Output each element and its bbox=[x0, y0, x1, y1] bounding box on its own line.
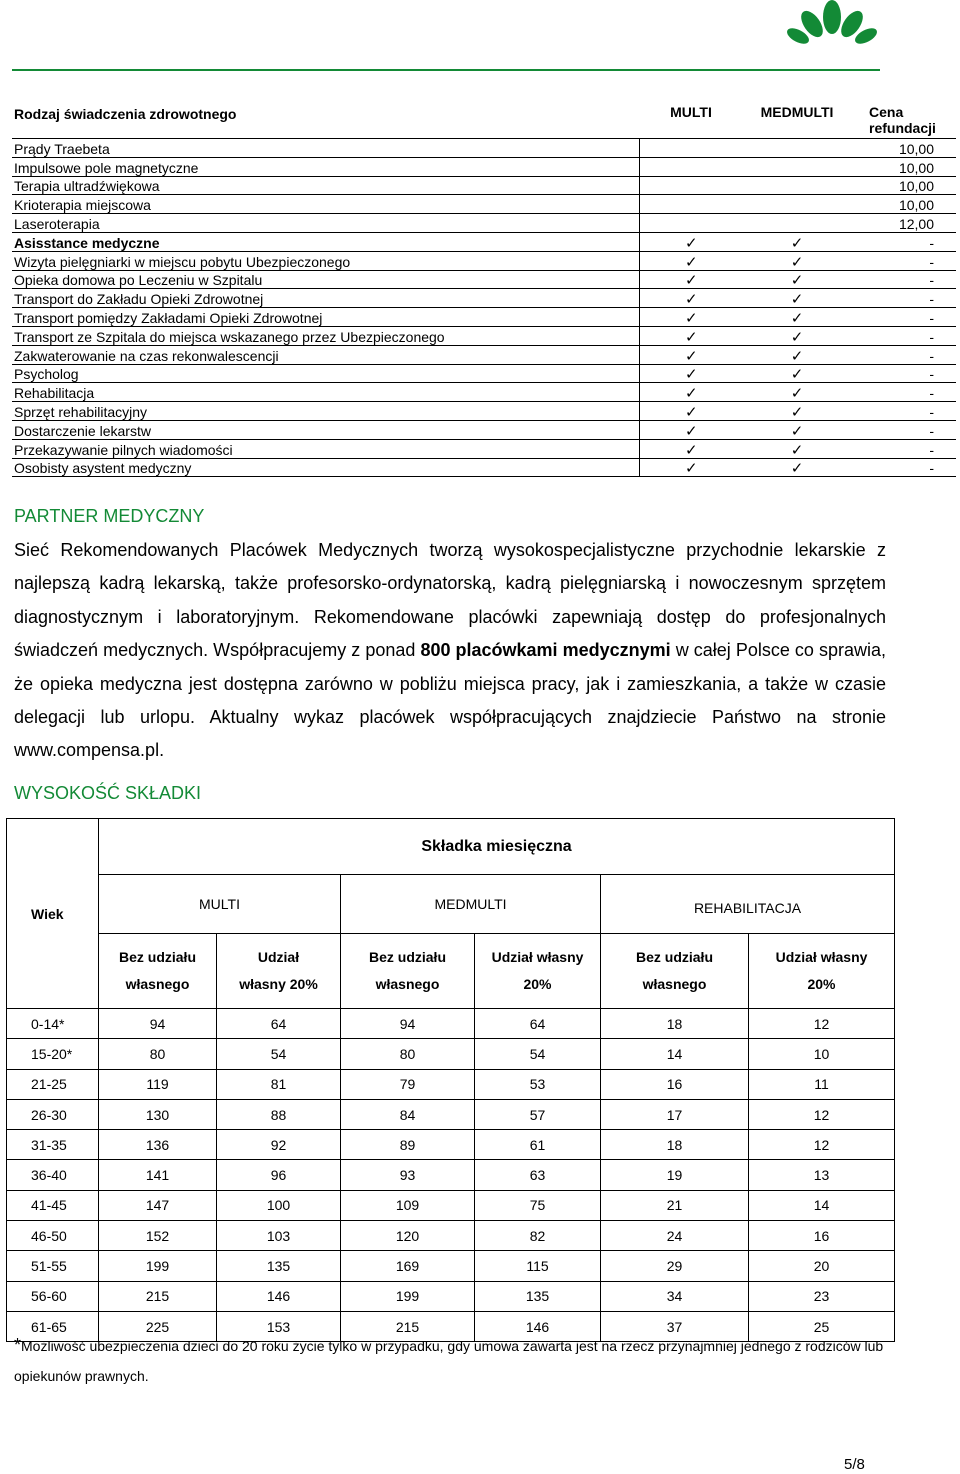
age-range: 51-55 bbox=[7, 1251, 99, 1281]
benefit-medmulti: ✓ bbox=[741, 232, 851, 251]
benefit-name: Transport pomiędzy Zakładami Opieki Zdrowotnej bbox=[12, 308, 639, 327]
premium-value: 82 bbox=[475, 1221, 601, 1251]
premium-value: 141 bbox=[99, 1160, 217, 1190]
premium-value: 199 bbox=[99, 1251, 217, 1281]
benefit-multi bbox=[639, 139, 741, 158]
premium-value: 53 bbox=[475, 1069, 601, 1099]
premium-row bbox=[7, 1069, 895, 1099]
benefit-multi: ✓ bbox=[639, 458, 741, 477]
benefit-price: 10,00 bbox=[851, 195, 956, 214]
premium-value: 25 bbox=[749, 1311, 895, 1341]
premium-value: 10 bbox=[749, 1039, 895, 1069]
premium-subheader-line: Udział własny bbox=[775, 949, 868, 965]
benefit-medmulti: ✓ bbox=[741, 420, 851, 439]
premium-value: 16 bbox=[749, 1221, 895, 1251]
premium-subheader-line: Bez udziału bbox=[368, 949, 446, 965]
premium-value: 23 bbox=[749, 1281, 895, 1311]
premium-value: 136 bbox=[99, 1130, 217, 1160]
benefit-name: Transport ze Szpitala do miejsca wskazanego przez Ubezpieczonego bbox=[12, 326, 639, 345]
benefit-row bbox=[12, 458, 956, 477]
partner-text-bold: 800 placówkami medycznymi bbox=[420, 640, 671, 661]
premium-value: 20 bbox=[749, 1251, 895, 1281]
benefit-row bbox=[12, 383, 956, 402]
benefit-multi bbox=[639, 157, 741, 176]
benefit-price: - bbox=[851, 232, 956, 251]
benefit-multi: ✓ bbox=[639, 439, 741, 458]
benefit-row bbox=[12, 232, 956, 251]
benefit-name: Terapia ultradźwiękowa bbox=[12, 176, 639, 195]
premium-table bbox=[6, 818, 895, 1342]
benefit-medmulti bbox=[741, 157, 851, 176]
premium-value: 84 bbox=[341, 1099, 475, 1129]
premium-value: 103 bbox=[217, 1221, 341, 1251]
benefit-multi: ✓ bbox=[639, 270, 741, 289]
premium-subheader-line: Bez udziału bbox=[118, 949, 196, 965]
benefit-price: 10,00 bbox=[851, 176, 956, 195]
age-range: 41-45 bbox=[7, 1190, 99, 1220]
premium-value: 96 bbox=[217, 1160, 341, 1190]
benefit-multi: ✓ bbox=[639, 308, 741, 327]
benefit-row bbox=[12, 214, 956, 233]
premium-subheader bbox=[217, 934, 341, 1009]
premium-value: 88 bbox=[217, 1099, 341, 1129]
premium-value: 64 bbox=[475, 1009, 601, 1039]
benefit-price: - bbox=[851, 326, 956, 345]
benefit-medmulti: ✓ bbox=[741, 364, 851, 383]
premium-value: 54 bbox=[475, 1039, 601, 1069]
benefits-header-row bbox=[12, 88, 956, 139]
premium-heading: WYSOKOŚĆ SKŁADKI bbox=[14, 783, 202, 803]
benefit-name: Krioterapia miejscowa bbox=[12, 195, 639, 214]
header-rule bbox=[12, 69, 880, 71]
benefit-price: - bbox=[851, 402, 956, 421]
premium-value: 146 bbox=[217, 1281, 341, 1311]
premium-value: 12 bbox=[749, 1009, 895, 1039]
leaf-logo-icon bbox=[782, 0, 882, 50]
premium-value: 80 bbox=[341, 1039, 475, 1069]
benefit-medmulti: ✓ bbox=[741, 289, 851, 308]
premium-value: 18 bbox=[601, 1130, 749, 1160]
partner-text-before: Sieć Rekomendowanych Placówek Medycznych tworzą wysokospecjalistyczne przychodnie lekarskie z najlepszą kadrą lekarską, także profesorsko-ordynatorską, kadrą pielęgniarską i nowoczesnym sprzętem diagnostycznym i laboratoryjnym. Rekomendowane placówki zapewniają dostęp do profesjonalnych świadczeń medycznych. Współpracujemy z ponad bbox=[14, 540, 886, 661]
col-header-medmulti: MEDMULTI bbox=[741, 88, 851, 139]
benefit-row bbox=[12, 308, 956, 327]
premium-value: 13 bbox=[749, 1160, 895, 1190]
premium-value: 80 bbox=[99, 1039, 217, 1069]
premium-value: 63 bbox=[475, 1160, 601, 1190]
benefit-name: Zakwaterowanie na czas rekonwalescencji bbox=[12, 345, 639, 364]
premium-subheader bbox=[749, 934, 895, 1009]
premium-row bbox=[7, 1251, 895, 1281]
premium-value: 21 bbox=[601, 1190, 749, 1220]
age-range: 0-14* bbox=[7, 1009, 99, 1039]
benefit-medmulti: ✓ bbox=[741, 308, 851, 327]
plan-rehab-header: REHABILITACJA bbox=[601, 875, 895, 934]
premium-subheader-line: własnego bbox=[375, 976, 440, 992]
benefit-name: Transport do Zakładu Opieki Zdrowotnej bbox=[12, 289, 639, 308]
benefit-price: 10,00 bbox=[851, 157, 956, 176]
benefit-medmulti bbox=[741, 176, 851, 195]
premium-value: 81 bbox=[217, 1069, 341, 1099]
benefit-row bbox=[12, 195, 956, 214]
benefit-row bbox=[12, 364, 956, 383]
benefit-name: Osobisty asystent medyczny bbox=[12, 458, 639, 477]
benefit-price: - bbox=[851, 458, 956, 477]
premium-value: 61 bbox=[475, 1130, 601, 1160]
benefit-row bbox=[12, 176, 956, 195]
benefit-medmulti: ✓ bbox=[741, 251, 851, 270]
premium-subheader-line: 20% bbox=[807, 976, 836, 992]
footnote-text: Możliwość ubezpieczenia dzieci do 20 roku życie tylko w przypadku, gdy umowa zawarta jest na rzecz przynajmniej jednego z rodziców lub opiekunów prawnych. bbox=[14, 1338, 884, 1384]
premium-subheader bbox=[601, 934, 749, 1009]
benefit-name: Wizyta pielęgniarki w miejscu pobytu Ubezpieczonego bbox=[12, 251, 639, 270]
premium-value: 11 bbox=[749, 1069, 895, 1099]
plan-multi-header: MULTI bbox=[99, 875, 341, 934]
premium-row bbox=[7, 1099, 895, 1129]
benefit-row bbox=[12, 326, 956, 345]
footnote-star: * bbox=[14, 1335, 22, 1355]
premium-title: Składka miesięczna bbox=[99, 819, 895, 875]
benefit-multi: ✓ bbox=[639, 345, 741, 364]
benefit-multi: ✓ bbox=[639, 326, 741, 345]
premium-subheader-line: własny 20% bbox=[239, 976, 318, 992]
premium-value: 92 bbox=[217, 1130, 341, 1160]
benefit-price: 10,00 bbox=[851, 139, 956, 158]
premium-value: 109 bbox=[341, 1190, 475, 1220]
benefit-multi: ✓ bbox=[639, 383, 741, 402]
premium-value: 120 bbox=[341, 1221, 475, 1251]
premium-value: 57 bbox=[475, 1099, 601, 1129]
benefit-price: - bbox=[851, 345, 956, 364]
premium-value: 18 bbox=[601, 1009, 749, 1039]
premium-subheader bbox=[99, 934, 217, 1009]
premium-value: 37 bbox=[601, 1311, 749, 1341]
premium-value: 94 bbox=[99, 1009, 217, 1039]
premium-value: 153 bbox=[217, 1311, 341, 1341]
benefit-row bbox=[12, 289, 956, 308]
benefit-row bbox=[12, 251, 956, 270]
benefit-medmulti: ✓ bbox=[741, 383, 851, 402]
premium-subheader bbox=[475, 934, 601, 1009]
premium-value: 12 bbox=[749, 1130, 895, 1160]
benefit-row bbox=[12, 402, 956, 421]
age-range: 56-60 bbox=[7, 1281, 99, 1311]
premium-value: 19 bbox=[601, 1160, 749, 1190]
benefit-multi: ✓ bbox=[639, 232, 741, 251]
age-range: 36-40 bbox=[7, 1160, 99, 1190]
benefit-name: Opieka domowa po Leczeniu w Szpitalu bbox=[12, 270, 639, 289]
benefit-name: Przekazywanie pilnych wiadomości bbox=[12, 439, 639, 458]
benefit-multi: ✓ bbox=[639, 289, 741, 308]
premium-value: 147 bbox=[99, 1190, 217, 1220]
benefit-medmulti: ✓ bbox=[741, 326, 851, 345]
premium-value: 115 bbox=[475, 1251, 601, 1281]
premium-subheader bbox=[341, 934, 475, 1009]
premium-value: 215 bbox=[99, 1281, 217, 1311]
benefit-name: Impulsowe pole magnetyczne bbox=[12, 157, 639, 176]
benefit-price: 12,00 bbox=[851, 214, 956, 233]
premium-row bbox=[7, 1221, 895, 1251]
premium-value: 54 bbox=[217, 1039, 341, 1069]
premium-subheader-line: Udział bbox=[257, 949, 300, 965]
age-range: 21-25 bbox=[7, 1069, 99, 1099]
premium-value: 79 bbox=[341, 1069, 475, 1099]
benefit-name: Rehabilitacja bbox=[12, 383, 639, 402]
premium-value: 17 bbox=[601, 1099, 749, 1129]
premium-value: 146 bbox=[475, 1311, 601, 1341]
benefit-price: - bbox=[851, 420, 956, 439]
premium-value: 169 bbox=[341, 1251, 475, 1281]
premium-value: 12 bbox=[749, 1099, 895, 1129]
premium-row bbox=[7, 1009, 895, 1039]
plan-medmulti-header: MEDMULTI bbox=[341, 875, 601, 934]
benefit-multi: ✓ bbox=[639, 251, 741, 270]
premium-value: 94 bbox=[341, 1009, 475, 1039]
premium-value: 119 bbox=[99, 1069, 217, 1099]
age-range: 26-30 bbox=[7, 1099, 99, 1129]
benefit-name: Prądy Traebeta bbox=[12, 139, 639, 158]
benefit-multi bbox=[639, 176, 741, 195]
premium-value: 225 bbox=[99, 1311, 217, 1341]
benefit-medmulti bbox=[741, 214, 851, 233]
benefit-name: Sprzęt rehabilitacyjny bbox=[12, 402, 639, 421]
col-header-multi: MULTI bbox=[639, 88, 741, 139]
premium-subheader-line: własnego bbox=[642, 976, 707, 992]
footnote bbox=[14, 1330, 894, 1391]
premium-row bbox=[7, 1281, 895, 1311]
premium-row bbox=[7, 1190, 895, 1220]
premium-row bbox=[7, 1130, 895, 1160]
premium-value: 100 bbox=[217, 1190, 341, 1220]
age-range: 31-35 bbox=[7, 1130, 99, 1160]
premium-value: 29 bbox=[601, 1251, 749, 1281]
premium-subheader-line: 20% bbox=[523, 976, 552, 992]
benefit-medmulti: ✓ bbox=[741, 345, 851, 364]
premium-value: 135 bbox=[217, 1251, 341, 1281]
benefits-table bbox=[12, 88, 956, 477]
benefit-row bbox=[12, 139, 956, 158]
premium-value: 16 bbox=[601, 1069, 749, 1099]
premium-value: 75 bbox=[475, 1190, 601, 1220]
benefit-price: - bbox=[851, 289, 956, 308]
benefit-row bbox=[12, 157, 956, 176]
benefit-row bbox=[12, 439, 956, 458]
benefit-medmulti bbox=[741, 139, 851, 158]
benefit-multi bbox=[639, 214, 741, 233]
benefit-price: - bbox=[851, 383, 956, 402]
age-header: Wiek bbox=[7, 819, 99, 1009]
benefit-multi: ✓ bbox=[639, 402, 741, 421]
partner-text-after: w całej Polsce co sprawia, że opieka medyczna jest dostępna zarówno w pobliżu miejsca pracy, jak i zamieszkania, a także w czasie delegacji lub urlopu. Aktualny wykaz placówek współpracujących znajdziecie Państwo na stronie www.compensa.pl. bbox=[14, 640, 886, 761]
premium-value: 130 bbox=[99, 1099, 217, 1129]
premium-value: 215 bbox=[341, 1311, 475, 1341]
partner-paragraph bbox=[14, 534, 886, 768]
premium-row bbox=[7, 1160, 895, 1190]
benefit-price: - bbox=[851, 308, 956, 327]
benefit-medmulti: ✓ bbox=[741, 402, 851, 421]
premium-value: 24 bbox=[601, 1221, 749, 1251]
premium-value: 135 bbox=[475, 1281, 601, 1311]
premium-subheader-line: Bez udziału bbox=[635, 949, 713, 965]
premium-value: 64 bbox=[217, 1009, 341, 1039]
benefit-name: Dostarczenie lekarstw bbox=[12, 420, 639, 439]
benefit-name: Laseroterapia bbox=[12, 214, 639, 233]
col-header-price: Cena refundacji bbox=[851, 88, 956, 139]
benefit-multi: ✓ bbox=[639, 420, 741, 439]
benefit-medmulti bbox=[741, 195, 851, 214]
col-header-service: Rodzaj świadczenia zdrowotnego bbox=[12, 88, 639, 139]
benefit-row bbox=[12, 420, 956, 439]
benefit-price: - bbox=[851, 439, 956, 458]
benefit-medmulti: ✓ bbox=[741, 439, 851, 458]
benefit-price: - bbox=[851, 364, 956, 383]
benefit-price: - bbox=[851, 270, 956, 289]
benefit-multi: ✓ bbox=[639, 364, 741, 383]
benefit-name: Psycholog bbox=[12, 364, 639, 383]
benefit-medmulti: ✓ bbox=[741, 270, 851, 289]
benefit-row bbox=[12, 345, 956, 364]
benefit-row bbox=[12, 270, 956, 289]
benefit-medmulti: ✓ bbox=[741, 458, 851, 477]
benefit-price: - bbox=[851, 251, 956, 270]
age-range: 46-50 bbox=[7, 1221, 99, 1251]
premium-subheader-line: Udział własny bbox=[491, 949, 584, 965]
premium-value: 152 bbox=[99, 1221, 217, 1251]
benefit-name: Asisstance medyczne bbox=[12, 232, 639, 251]
premium-value: 199 bbox=[341, 1281, 475, 1311]
premium-row bbox=[7, 1039, 895, 1069]
partner-heading: PARTNER MEDYCZNY bbox=[14, 506, 205, 526]
premium-subheader-line: własnego bbox=[125, 976, 190, 992]
premium-value: 89 bbox=[341, 1130, 475, 1160]
age-range: 61-65 bbox=[7, 1311, 99, 1341]
benefit-multi bbox=[639, 195, 741, 214]
premium-value: 14 bbox=[749, 1190, 895, 1220]
premium-value: 93 bbox=[341, 1160, 475, 1190]
age-range: 15-20* bbox=[7, 1039, 99, 1069]
premium-value: 14 bbox=[601, 1039, 749, 1069]
page-number: 5/8 bbox=[844, 1456, 865, 1473]
premium-value: 34 bbox=[601, 1281, 749, 1311]
